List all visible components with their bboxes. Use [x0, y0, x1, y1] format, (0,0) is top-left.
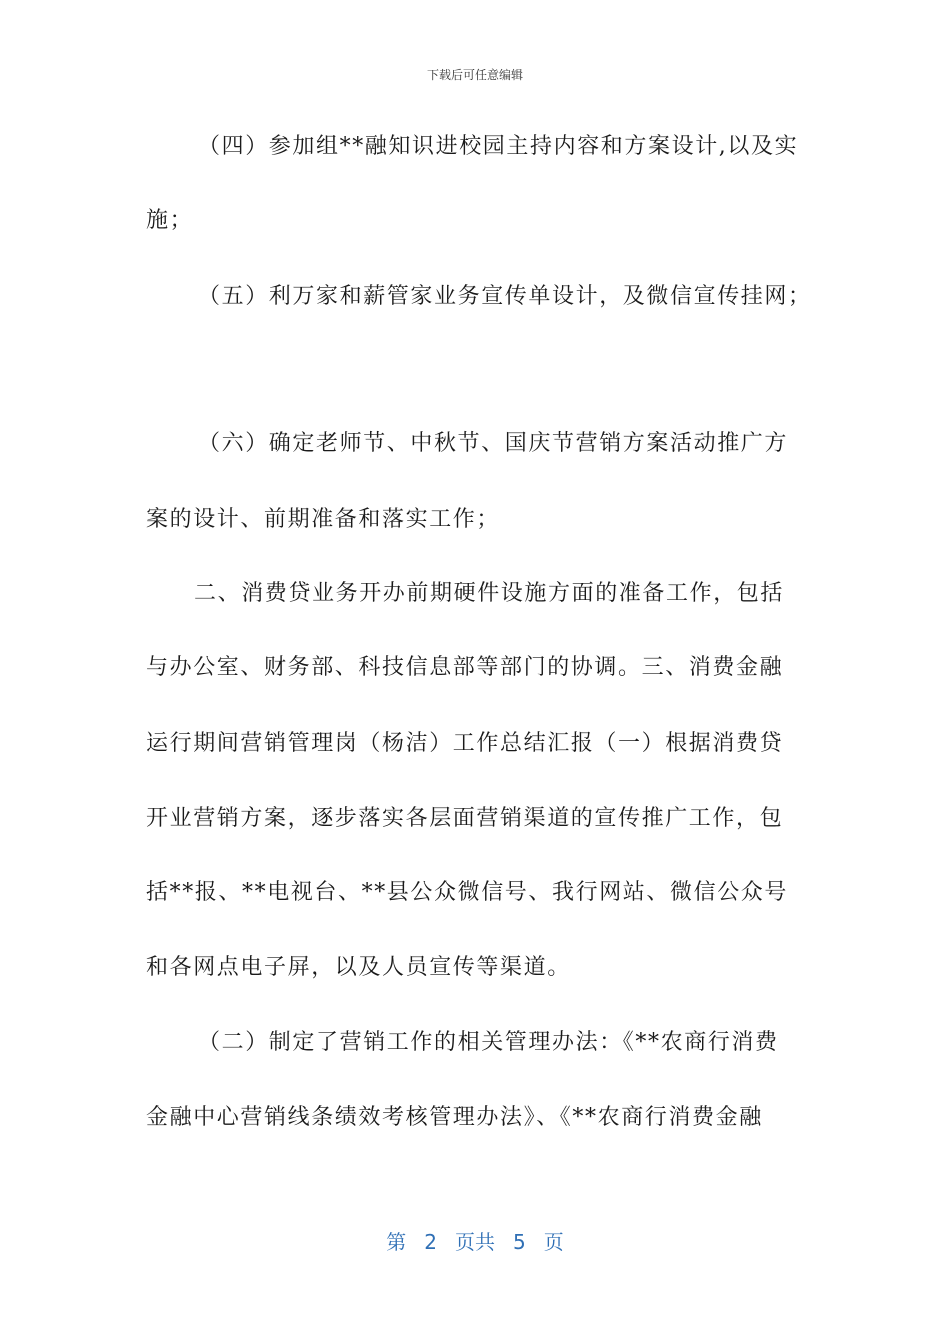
paragraph-line: 与办公室、财务部、科技信息部等部门的协调。三、消费金融 — [146, 655, 784, 680]
footer-current-page: 2 — [424, 1230, 437, 1254]
footer-prefix: 第 — [386, 1230, 407, 1254]
paragraph-line: （四）参加组**融知识进校园主持内容和方案设计,以及实 — [198, 134, 799, 159]
footer-suffix: 页 — [543, 1230, 564, 1254]
page-header-note: 下载后可任意编辑 — [426, 68, 523, 82]
paragraph-line: 施； — [146, 208, 194, 233]
paragraph-line: （二）制定了营销工作的相关管理办法：《**农商行消费 — [198, 1030, 779, 1055]
paragraph-line: 括**报、**电视台、**县公众微信号、我行网站、微信公众号 — [146, 880, 789, 905]
footer-total-pages: 5 — [513, 1230, 526, 1254]
paragraph-line: 案的设计、前期准备和落实工作； — [146, 507, 501, 532]
paragraph-line: 和各网点电子屏，以及人员宣传等渠道。 — [146, 955, 571, 980]
footer-middle: 页共 — [455, 1230, 495, 1254]
paragraph-line: 金融中心营销线条绩效考核管理办法》、《**农商行消费金融 — [146, 1105, 763, 1130]
paragraph-line: （六）确定老师节、中秋节、国庆节营销方案活动推广方 — [198, 431, 789, 456]
paragraph-line: 开业营销方案，逐步落实各层面营销渠道的宣传推广工作，包 — [146, 806, 784, 831]
page-footer — [0, 1226, 950, 1255]
paragraph-line: 运行期间营销管理岗（杨洁）工作总结汇报（一）根据消费贷 — [146, 731, 784, 756]
paragraph-line: （五）利万家和薪管家业务宣传单设计，及微信宣传挂网； — [198, 284, 812, 309]
paragraph-line: 二、消费贷业务开办前期硬件设施方面的准备工作，包括 — [194, 581, 785, 606]
